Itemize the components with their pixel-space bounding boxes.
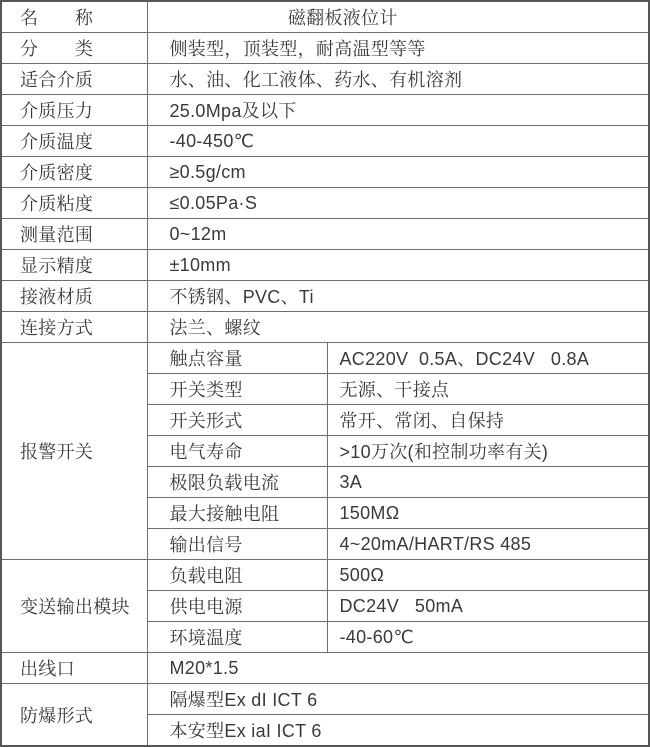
label-max-contact-resistance: 最大接触电阻 [147,498,327,529]
table-row [1,653,649,684]
value-measuring-range: 0~12m [147,219,649,250]
table-row [1,343,649,374]
value-suitable-medium: 水、油、化工液体、药水、有机溶剂 [147,64,649,95]
value-display-accuracy: ±10mm [147,250,649,281]
table-row [1,126,649,157]
table-row [1,33,649,64]
value-wetted-material: 不锈钢、PVC、Ti [147,281,649,312]
value-category: 侧装型，顶装型，耐高温型等等 [147,33,649,64]
table-row [1,1,649,33]
label-connection-type: 连接方式 [1,312,147,343]
label-load-resistance: 负载电阻 [147,560,327,591]
label-measuring-range: 测量范围 [1,219,147,250]
table-row [1,188,649,219]
group-label-alarm-switch: 报警开关 [1,343,147,560]
value-limit-load-current: 3A [327,467,649,498]
table-row [1,64,649,95]
value-name: 磁翻板液位计 [147,1,649,33]
label-ambient-temperature: 环境温度 [147,622,327,653]
value-flameproof-type: 隔爆型Ex dI ICT 6 [147,684,649,715]
value-medium-density: ≥0.5g/cm [147,157,649,188]
table-row [1,560,649,591]
label-medium-density: 介质密度 [1,157,147,188]
value-switch-form: 常开、常闭、自保持 [327,405,649,436]
group-label-transmitter-module: 变送输出模块 [1,560,147,653]
table-row [1,281,649,312]
value-medium-pressure: 25.0Mpa及以下 [147,95,649,126]
value-ambient-temperature: -40-60℃ [327,622,649,653]
value-cable-entry: M20*1.5 [147,653,649,684]
value-power-supply: DC24V 50mA [327,591,649,622]
label-electrical-life: 电气寿命 [147,436,327,467]
table-row [1,684,649,715]
label-category: 分 类 [1,33,147,64]
label-medium-viscosity: 介质粘度 [1,188,147,219]
label-cable-entry: 出线口 [1,653,147,684]
label-power-supply: 供电电源 [147,591,327,622]
value-connection-type: 法兰、螺纹 [147,312,649,343]
value-medium-temperature: -40-450℃ [147,126,649,157]
value-electrical-life: >10万次(和控制功率有关) [327,436,649,467]
value-intrinsically-safe-type: 本安型Ex iaI ICT 6 [147,715,649,747]
value-load-resistance: 500Ω [327,560,649,591]
label-medium-pressure: 介质压力 [1,95,147,126]
label-switch-form: 开关形式 [147,405,327,436]
group-label-explosion-proof: 防爆形式 [1,684,147,747]
label-wetted-material: 接液材质 [1,281,147,312]
table-row [1,95,649,126]
label-output-signal: 输出信号 [147,529,327,560]
label-limit-load-current: 极限负载电流 [147,467,327,498]
label-switch-type: 开关类型 [147,374,327,405]
value-medium-viscosity: ≤0.05Pa·S [147,188,649,219]
label-name: 名 称 [1,1,147,33]
table-row [1,250,649,281]
table-row [1,312,649,343]
label-medium-temperature: 介质温度 [1,126,147,157]
table-row [1,219,649,250]
value-output-signal: 4~20mA/HART/RS 485 [327,529,649,560]
label-suitable-medium: 适合介质 [1,64,147,95]
label-contact-capacity: 触点容量 [147,343,327,374]
value-contact-capacity: AC220V 0.5A、DC24V 0.8A [327,343,649,374]
value-max-contact-resistance: 150MΩ [327,498,649,529]
table-row [1,157,649,188]
label-display-accuracy: 显示精度 [1,250,147,281]
value-switch-type: 无源、干接点 [327,374,649,405]
